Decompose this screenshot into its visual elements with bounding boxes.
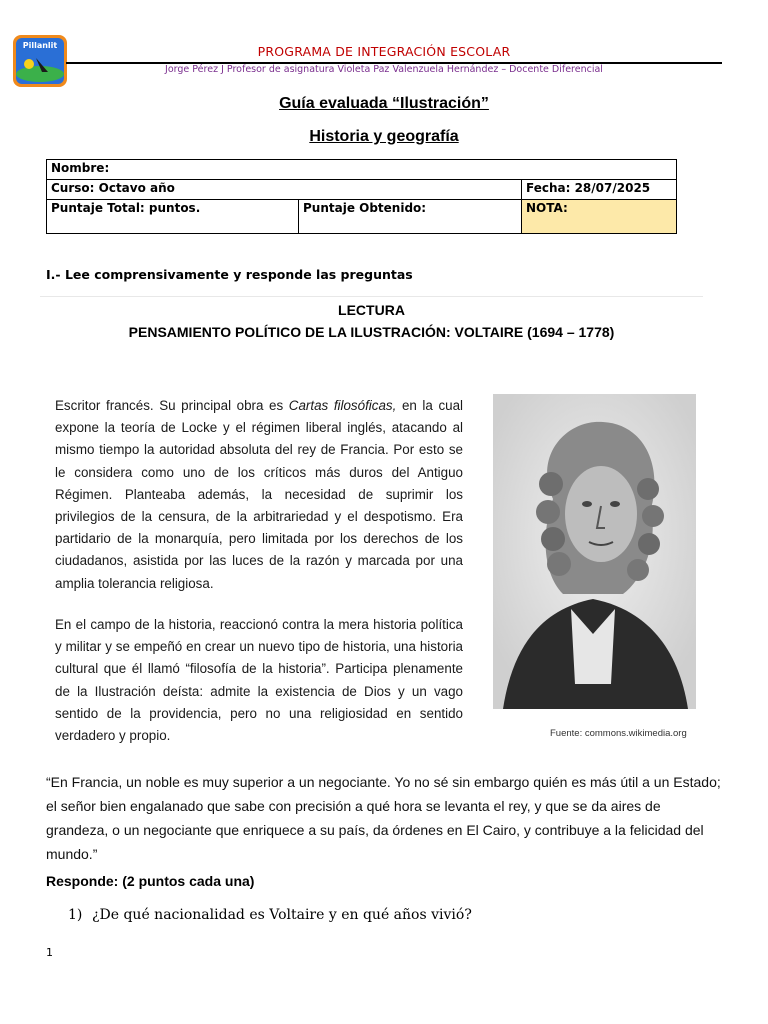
image-caption: Fuente: commons.wikimedia.org: [550, 728, 687, 739]
question-1: [68, 907, 472, 923]
puntaje-obtenido-cell[interactable]: [299, 200, 522, 234]
reading-subheading: PENSAMIENTO POLÍTICO DE LA ILUSTRACIÓN: VOLTAIRE (1694 – 1778): [128, 324, 615, 340]
subject-title: Historia y geografía: [309, 128, 459, 145]
question-1-text: ¿De qué nacionalidad es Voltaire y en qué años vivió?: [92, 907, 472, 923]
nota-cell[interactable]: [522, 200, 677, 234]
curso-cell: [47, 180, 522, 200]
puntaje-obtenido-label: Puntaje Obtenido:: [303, 201, 427, 215]
p1-part-a: Escritor francés. Su principal obra es: [55, 398, 289, 413]
nombre-label: Nombre:: [51, 161, 110, 175]
nombre-cell[interactable]: [47, 160, 677, 180]
curso-label: Curso: Octavo año: [51, 181, 175, 195]
logo-text: Pillanlit: [22, 41, 58, 50]
voltaire-portrait: [493, 394, 696, 709]
reading-top-rule: [40, 296, 703, 297]
page-number: 1: [46, 946, 53, 959]
program-title: PROGRAMA DE INTEGRACIÓN ESCOLAR: [257, 44, 511, 59]
instruction: I.- Lee comprensivamente y responde las preguntas: [46, 267, 413, 282]
guide-title: Guía evaluada “Ilustración”: [279, 95, 489, 112]
puntaje-total-label: Puntaje Total: puntos.: [51, 201, 201, 215]
puntaje-total-cell: [47, 200, 299, 234]
reading-paragraph-2: En el campo de la historia, reaccionó contra la mera historia política y militar y se empeñó en crear un nuevo tipo de historia, una historia cultural que él llamó “filosofía de la historia”. Participa plenamente de la Ilustración deísta: admite la existencia de Dios y un vago sentido de la providencia, pero no una religiosidad en sentido verdadero y propio.: [55, 617, 463, 744]
question-1-number: 1): [68, 907, 83, 923]
p1-italic-title: Cartas filosóficas,: [288, 398, 397, 413]
voltaire-quote: “En Francia, un noble es muy superior a un negociante. Yo no sé sin embargo quién es más útil a un Estado; el señor bien engalanado que sabe con precisión a qué hora se levanta el rey, y que se da aires de grandeza, o un negociante que enriquece a su país, da órdenes en El Cairo, y contribuye a la felicidad del mundo.”: [46, 774, 721, 862]
school-logo: [12, 34, 68, 88]
reading-heading: LECTURA: [338, 302, 405, 318]
student-info-table: [46, 159, 677, 234]
p1-part-b: en la cual expone la teoría de Locke y el régimen liberal inglés, atacando al mismo tiempo la autoridad absoluta del rey de Francia. Por esto se le considera como uno de los críticos más duros del Antiguo Régimen. Planteaba además, la necesidad de suprimir los privilegios de la censura, de la arbitrariedad y el despotismo. Era partidario de la monarquía, pero limitada por los derechos de los ciudadanos, asistida por las luces de la razón y marcada por una amplia tolerancia religiosa.: [55, 398, 464, 591]
reading-block: [40, 296, 703, 746]
nota-label: NOTA:: [526, 201, 568, 215]
respond-heading: Responde: (2 puntos cada una): [46, 873, 255, 889]
reading-paragraph-1: [55, 395, 463, 595]
staff-line: Jorge Pérez J Profesor de asignatura Violeta Paz Valenzuela Hernández – Docente Diferencial: [165, 64, 603, 75]
fecha-label: Fecha: 28/07/2025: [526, 181, 651, 195]
fecha-cell: [522, 180, 677, 200]
